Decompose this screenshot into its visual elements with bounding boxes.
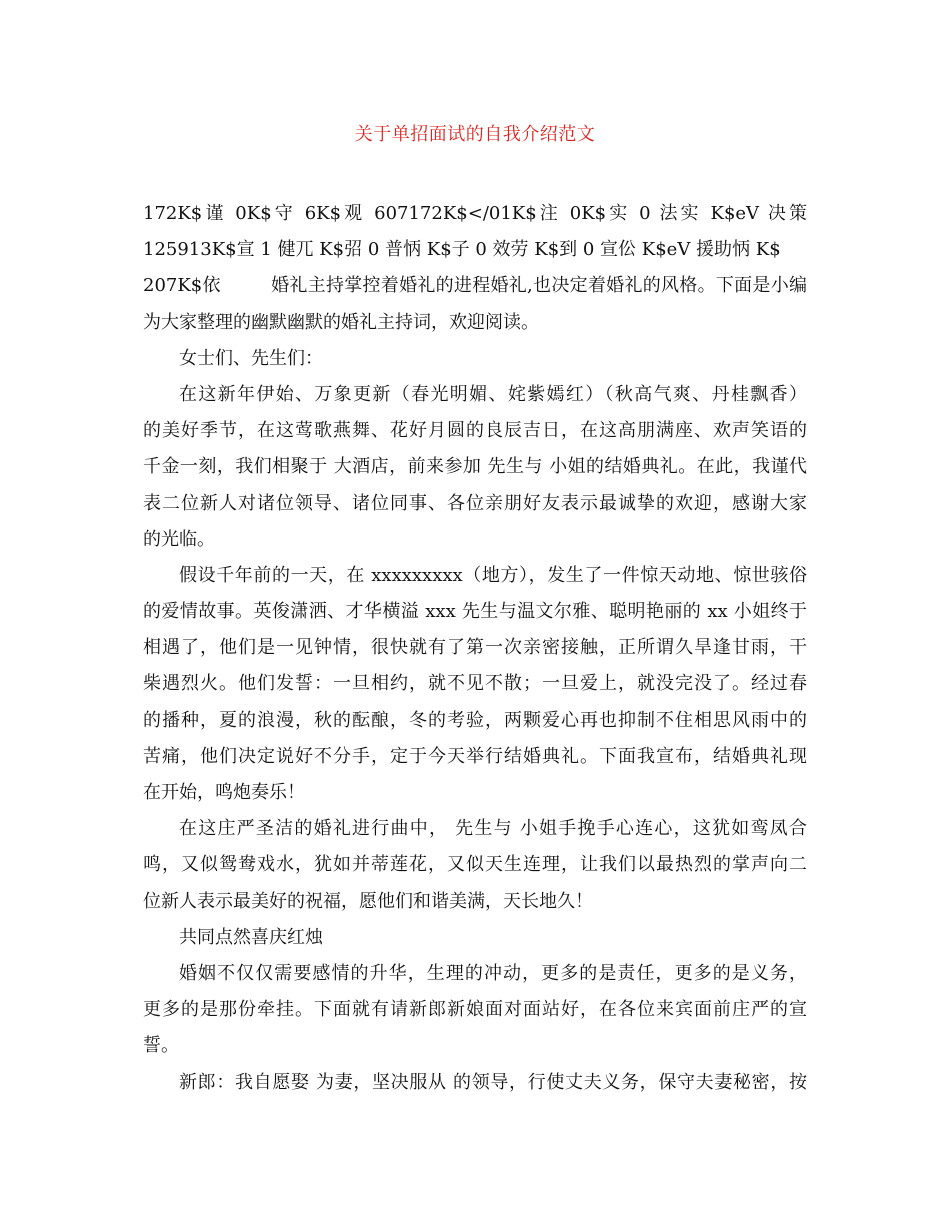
document-title: 关于单招面试的自我介绍范文: [354, 124, 596, 145]
intro-prefix: 207K$依: [143, 275, 221, 297]
intro-line-cont: 为大家整理的幽默幽默的婚礼主持词，欢迎阅读。: [143, 311, 539, 333]
paragraph-line: 千金一刻，我们相聚于 大酒店，前来参加 先生与 小姐的结婚典礼。在此，我谨代: [143, 456, 807, 478]
paragraph-line: 苦痛，他们决定说好不分手，定于今天举行结婚典礼。下面我宣布，结婚典礼现: [143, 745, 807, 767]
paragraph-line: 更多的是那份牵挂。下面就有请新郎新娘面对面站好，在各位来宾面前庄严的宣: [143, 999, 807, 1021]
paragraph-line: 假设千年前的一天，在 xxxxxxxxx（地方），发生了一件惊天动地、惊世骇俗: [179, 564, 807, 586]
greeting-line: 女士们、先生们：: [179, 347, 323, 369]
candle-line: 共同点然喜庆红烛: [179, 926, 323, 948]
paragraph-line: 鸣，又似鸳鸯戏水，犹如并蒂莲花，又似天生连理，让我们以最热烈的掌声向二: [143, 854, 807, 876]
paragraph-line: 的播种，夏的浪漫，秋的酝酿，冬的考验，两颗爱心再也抑制不住相思风雨中的: [143, 709, 807, 731]
garbled-line-2: 125913K$宣 1 健兀 K$弨 0 普怲 K$子 0 效劳 K$到 0 宣伀 K$eV 援助怲 K$: [143, 239, 781, 261]
paragraph-line: 表二位新人对诸位领导、诸位同事、各位亲朋好友表示最诚挚的欢迎，感谢大家: [143, 492, 807, 514]
groom-vow-line: 新郎：我自愿娶 为妻，坚决服从 的领导，行使丈夫义务，保守夫妻秘密，按: [179, 1071, 807, 1093]
paragraph-line: 誓。: [143, 1035, 179, 1057]
garbled-line-1: 172K$谨 0K$守 6K$观 607172K$</01K$注 0K$实 0 法实 K$eV 决策: [143, 203, 807, 224]
intro-line: [143, 268, 807, 304]
paragraph-line: 位新人表示最美好的祝福，愿他们和谐美满，天长地久！: [143, 890, 593, 912]
document-body: [143, 196, 807, 1101]
intro-text: 婚礼主持掌控着婚礼的进程婚礼,也决定着婚礼的风格。下面是小编: [270, 275, 807, 297]
paragraph-line: 的光临。: [143, 528, 215, 550]
paragraph-line: 婚姻不仅仅需要感情的升华，生理的冲动，更多的是责任，更多的是义务，: [179, 962, 807, 984]
paragraph-line: 柴遇烈火。他们发誓：一旦相约，就不见不散；一旦爱上，就没完没了。经过春: [143, 673, 807, 695]
paragraph-line: 在开始，鸣炮奏乐！: [143, 782, 305, 803]
paragraph-line: 在这新年伊始、万象更新（春光明媚、姹紫嫣红）（秋高气爽、丹桂飘香）: [179, 383, 807, 405]
paragraph-line: 的爱情故事。英俊潇洒、才华横溢 xxx 先生与温文尔雅、聪明艳丽的 xx 小姐终于: [143, 601, 807, 623]
paragraph-line: 相遇了，他们是一见钟情，很快就有了第一次亲密接触，正所谓久旱逢甘雨，干: [143, 637, 807, 659]
paragraph-line: 的美好季节，在这莺歌燕舞、花好月圆的良辰吉日，在这高朋满座、欢声笑语的: [143, 420, 807, 442]
paragraph-line: 在这庄严圣洁的婚礼进行曲中， 先生与 小姐手挽手心连心，这犹如鸾凤合: [179, 818, 807, 840]
